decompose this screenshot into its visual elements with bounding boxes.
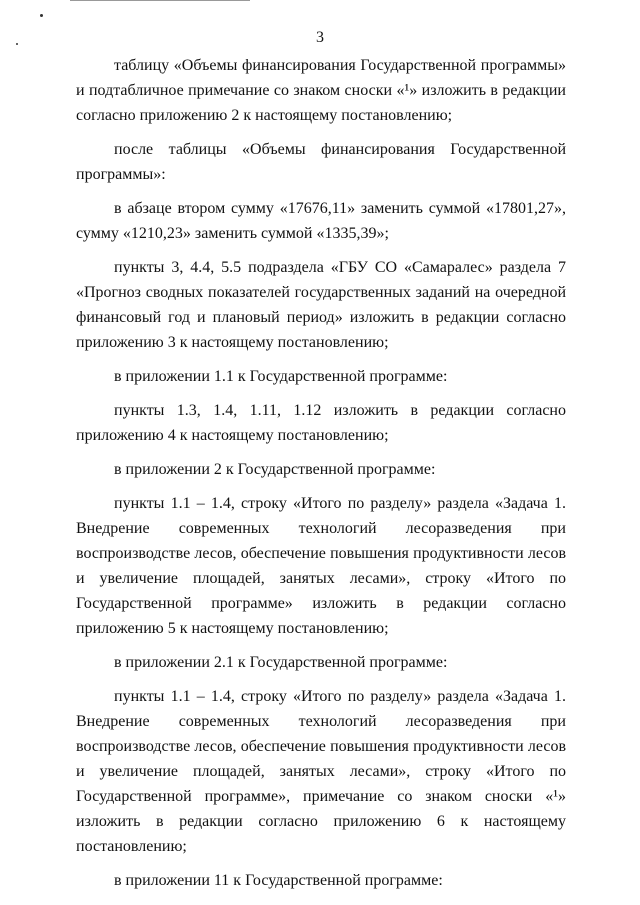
- document-body: [76, 53, 566, 902]
- paragraph: пункты 1.1 – 1.4, строку «Итого по разделу» раздела «Задача 1. Внедрение современных технологий лесоразведения при воспроизводстве лесов, обеспечение повышения продуктивности лесов и увеличение площадей, занятых лесами», строку «Итого по Государственной программе» изложить в редакции согласно приложению 5 к настоящему постановлению;: [76, 495, 566, 637]
- paragraph: пункты 3, 4.4, 5.5 подраздела «ГБУ СО «Самаралес» раздела 7 «Прогноз сводных показателей государственных заданий на очередной финансовый год и плановый период» изложить в редакции согласно приложению 3 к настоящему постановлению;: [76, 259, 566, 351]
- paragraph: пункты 1.3, 1.4, 1.11, 1.12 изложить в редакции согласно приложению 4 к настоящему постановлению;: [76, 402, 566, 444]
- paragraph: после таблицы «Объемы финансирования Государственной программы»:: [76, 141, 566, 183]
- paragraph: таблицу «Объемы финансирования Государственной программы» и подтабличное примечание со знаком сноски «¹» изложить в редакции согласно приложению 2 к настоящему постановлению;: [76, 57, 566, 124]
- scan-dot: [40, 14, 43, 17]
- paragraph: в абзаце втором сумму «17676,11» заменить суммой «17801,27», сумму «1210,23» заменить суммой «1335,39»;: [76, 200, 566, 242]
- paragraph: в приложении 1.1 к Государственной программе:: [114, 368, 448, 385]
- page-number: 3: [316, 29, 324, 46]
- paragraph: в приложении 2 к Государственной программе:: [114, 461, 436, 478]
- paragraph: в приложении 2.1 к Государственной программе:: [114, 654, 448, 671]
- scan-top-edge: [70, 0, 250, 1]
- paragraph: в приложении 11 к Государственной программе:: [114, 872, 443, 889]
- paragraph: пункты 1.1 – 1.4, строку «Итого по разделу» раздела «Задача 1. Внедрение современных технологий лесоразведения при воспроизводстве лесов, обеспечение повышения продуктивности лесов и увеличение площадей, занятых лесами», строку «Итого по Государственной программе», примечание со знаком сноски «¹» изложить в редакции согласно приложению 6 к настоящему постановлению;: [76, 688, 566, 855]
